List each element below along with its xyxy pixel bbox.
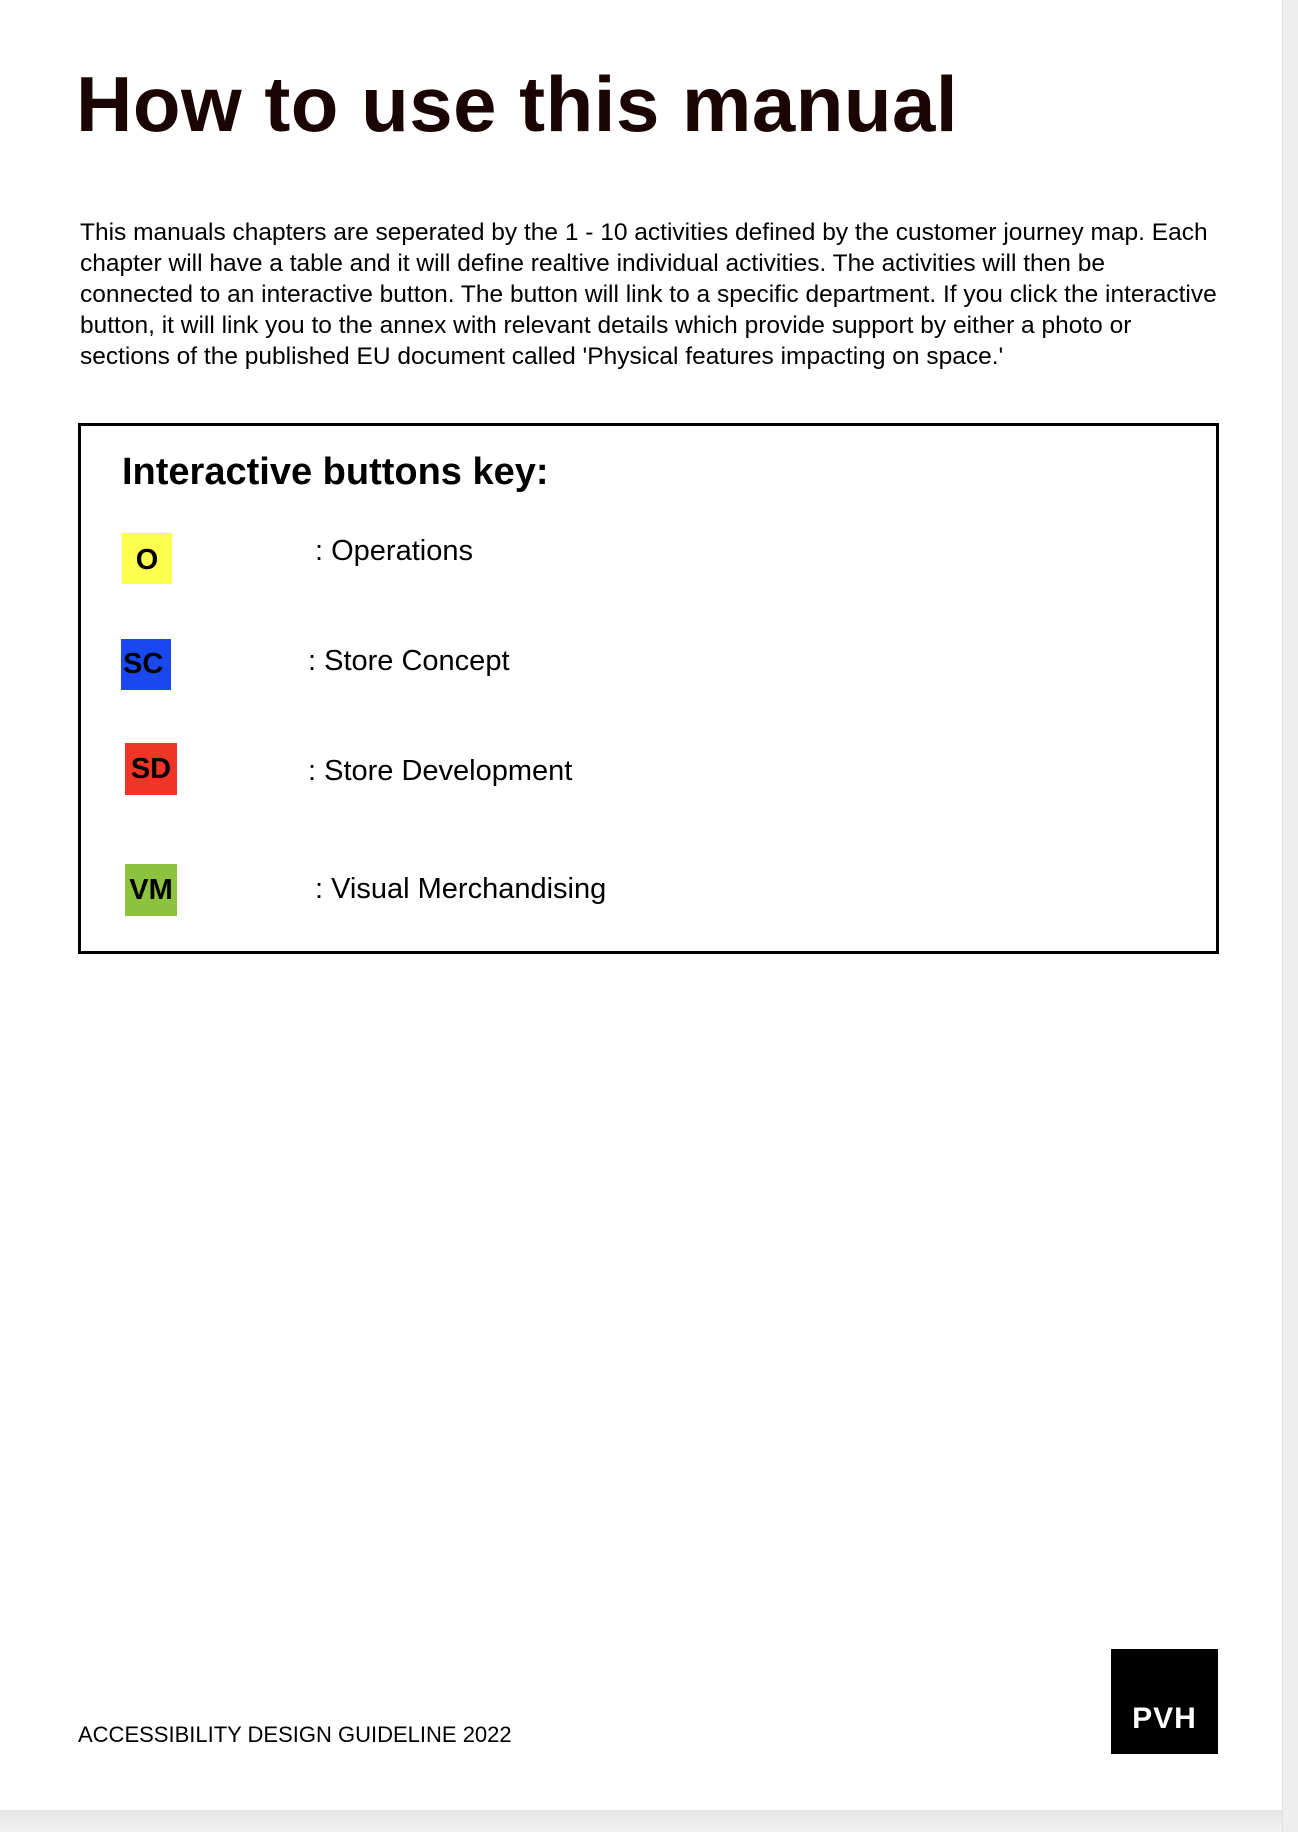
store-concept-label: : Store Concept	[308, 645, 510, 677]
pvh-logo	[1111, 1649, 1218, 1754]
intro-paragraph: This manuals chapters are seperated by the 1 - 10 activities defined by the customer journey map. Each chapter will have a table and it will define realtive individual activities. The activities will then be connected to an interactive button. The button will link to a specific department. If you click the interactive button, it will link you to the annex with relevant details which provide support by either a photo or sections of the published EU document called 'Physical features impacting on space.'	[80, 219, 1217, 370]
visual-merchandising-label: : Visual Merchandising	[315, 873, 607, 905]
operations-label: : Operations	[315, 535, 473, 567]
store-concept-button[interactable]: SC	[121, 639, 171, 690]
store-development-button[interactable]: SD	[125, 743, 177, 795]
operations-button[interactable]: O	[122, 533, 172, 584]
key-heading: Interactive buttons key:	[122, 451, 549, 493]
visual-merchandising-button[interactable]: VM	[125, 864, 177, 916]
logo-text: PVH	[1132, 1702, 1197, 1735]
page-gap	[0, 1810, 1282, 1832]
store-development-label: : Store Development	[308, 755, 573, 787]
footer-text: ACCESSIBILITY DESIGN GUIDELINE 2022	[78, 1722, 512, 1747]
scrollbar[interactable]	[1282, 0, 1298, 1832]
page-title: How to use this manual	[76, 60, 959, 148]
buttons-key-panel	[78, 423, 1219, 954]
